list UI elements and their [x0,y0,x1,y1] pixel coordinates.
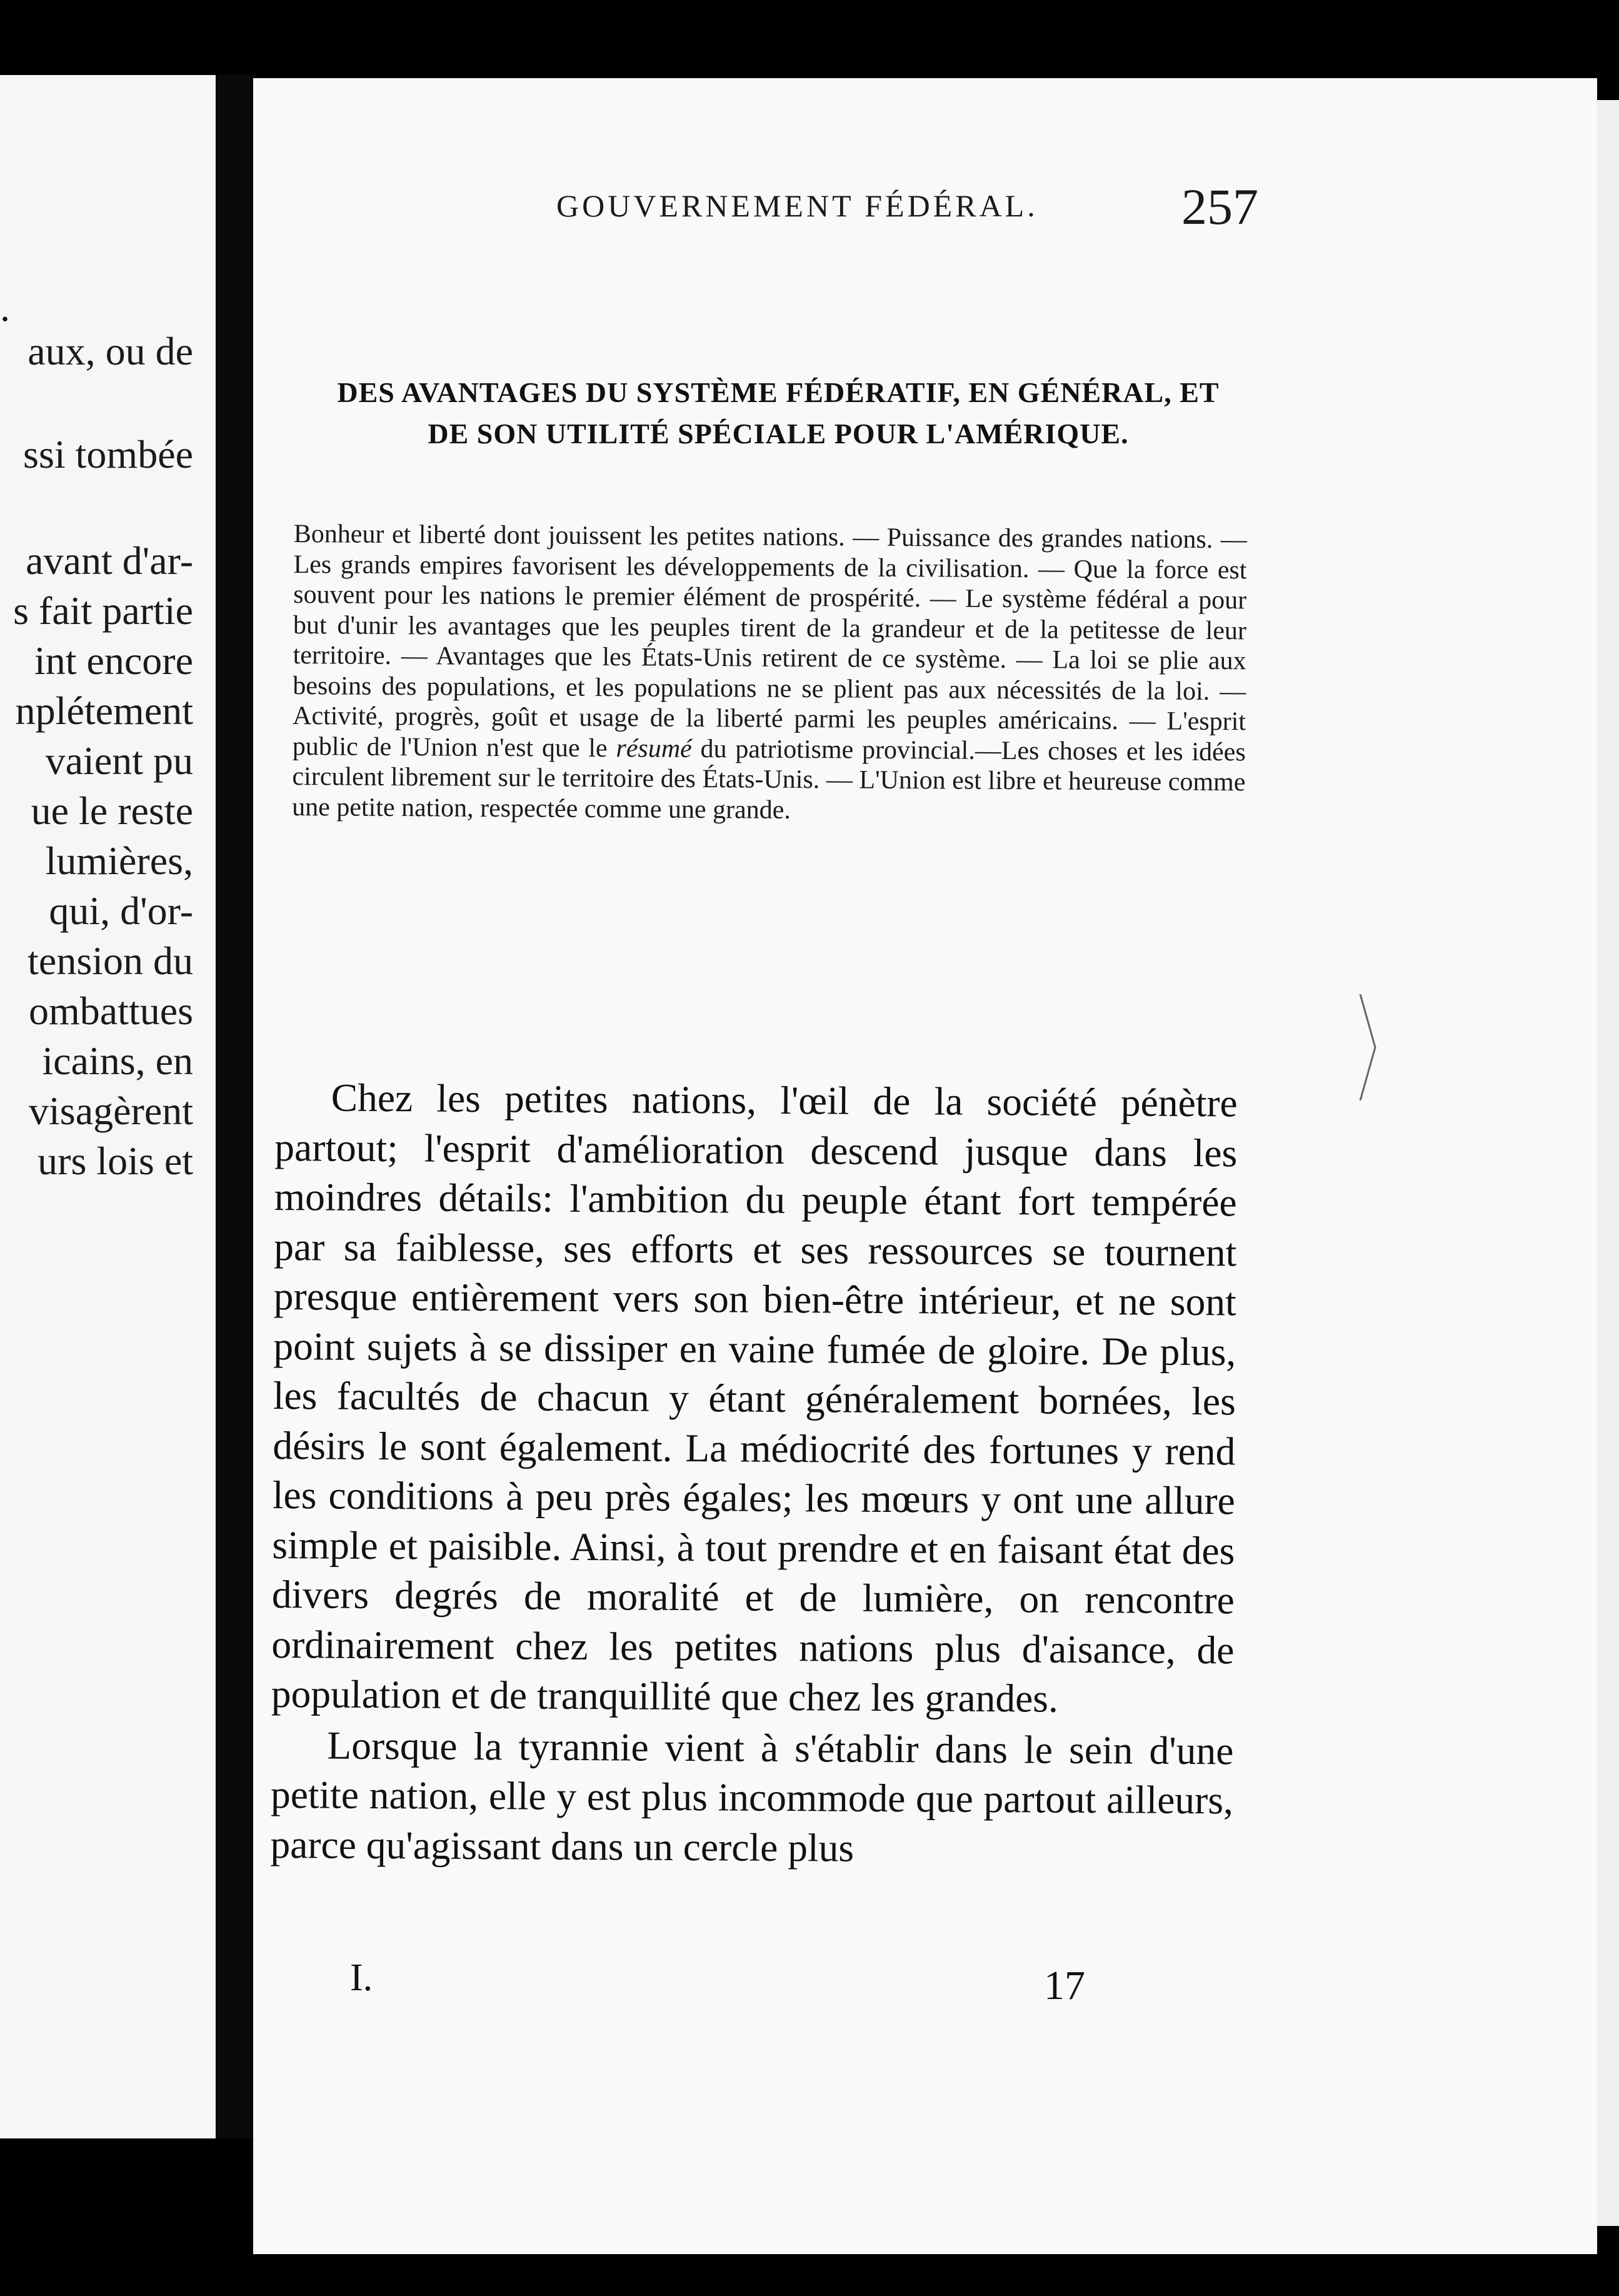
left-page-line: nplétement [15,688,193,733]
left-page-line: qui, d'or- [49,889,193,933]
left-page-line: visagèrent [29,1089,193,1133]
left-page-line: s fait partie [13,588,193,633]
page-edge [1597,100,1619,2226]
signature-mark: I. [350,1956,373,1999]
left-page-line: urs lois et [38,1139,193,1183]
chapter-title-line-2: DE SON UTILITÉ SPÉCIALE POUR L'AMÉRIQUE. [428,418,1129,450]
left-page-line: lumières, [45,838,193,883]
chapter-summary [292,519,1247,828]
book-gutter [216,75,256,2138]
left-page-dot: . [0,285,10,330]
sheet-number: 17 [1044,1963,1085,2008]
summary-italic-word: résumé [616,733,692,763]
left-page-line: icains, en [42,1039,193,1083]
summary-text: Bonheur et liberté dont jouissent les petites nations. — Puissance des grandes nations. — Les grands empires favorisent les développements de la civilisation. — Que la force est souvent pour les nations le premier élément de prospérité. — Le système fédéral a pour but d'unir les avantages que les peuples tirent de la grandeur et de la petitesse de leur territoire. — Avantages que les États-Unis retirent de ce système. — La loi se plie aux besoins des populations, et les populations ne se plient pas aux nécessités de la loi. — Activité, progrès, goût et usage de la liberté parmi les peuples américains. — L'esprit public de l'Union n'est que le [292,520,1247,763]
chapter-title [291,372,1266,455]
left-page-line: vaient pu [45,738,193,783]
left-page-line: ssi tombée [23,432,193,476]
left-page-line: tension du [28,939,193,983]
left-page-line: avant d'ar- [26,538,193,583]
left-page-line: aux, ou de [28,329,193,373]
running-head: GOUVERNEMENT FÉDÉRAL. [556,188,1038,223]
paragraph: Chez les petites nations, l'œil de la société pénètre partout; l'esprit d'amélioration descend jusque dans les moindres détails: l'ambition du peuple étant fort tempérée par sa faiblesse, ses efforts et ses ressources se tournent presque entièrement vers son bien-être intérieur, et ne sont point sujets à se dissiper en vaine fumée de gloire. De plus, les facultés de chacun y étant généralement bornées, les désirs le sont également. La médiocrité des fortunes y rend les conditions à peu près égales; les mœurs y ont une allure simple et paisible. Ainsi, à tout prendre et en faisant état des divers degrés de moralité et de lumière, on rencontre ordinairement chez les petites nations plus d'aisance, de population et de tranquillité que chez les grandes. [271,1075,1238,1721]
page-number: 257 [1181,178,1258,235]
paragraph: Lorsque la tyrannie vient à s'établir dans le sein d'une petite nation, elle y est plus incommode que partout ailleurs, parce qu'agissant dans un cercle plus [270,1723,1234,1870]
left-page-line: int encore [34,638,193,683]
body-text [270,1072,1238,1875]
margin-bracket-mark [1356,994,1381,1100]
left-page-line: ue le reste [31,788,193,833]
summary-text-continued: du patriotisme provincial.—Les choses et les idées circulent librement sur le territoire des États-Unis. — L'Union est libre et heureuse comme une petite nation, respectée comme une grande. [292,734,1246,825]
chapter-title-line-1: DES AVANTAGES DU SYSTÈME FÉDÉRATIF, EN GÉNÉRAL, ET [337,376,1220,408]
left-page-line: ombattues [28,989,193,1033]
previous-page-fragment [0,75,216,2138]
